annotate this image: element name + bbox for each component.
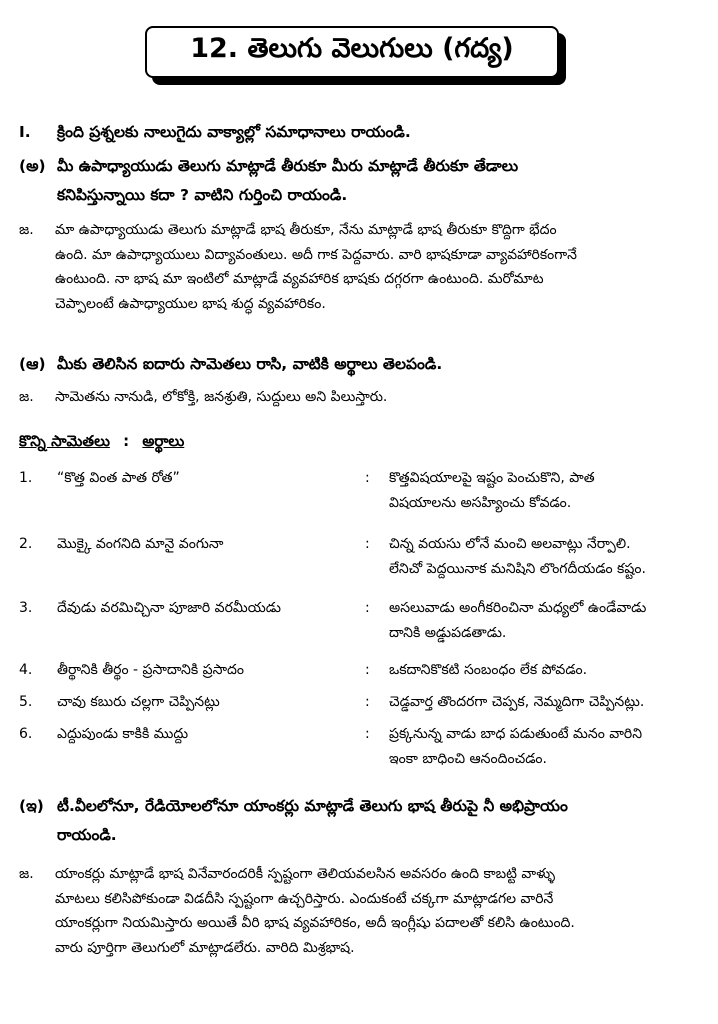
question-label: (ఇ) [19,797,44,815]
answer-label: జ. [19,222,34,238]
answer-text: సామెతను నానుడి, లోకోక్తి, జనశ్రుతి, సుద్దులు అని పిలుస్తారు. [55,389,388,405]
meaning-line: చిన్న వయసు లోనే మంచి అలవాట్లు నేర్పాలి. [389,536,631,552]
meaning-line: విషయాలను అసహ్యించు కోవడం. [389,494,572,511]
proverb-number: 3. [19,600,33,616]
proverb-meaning [389,596,709,645]
question-line: టీ.వీలలోనూ, రేడియోలలోనూ యాంకర్లు మాట్లాడే తెలుగు భాష తీరుపై నీ అభిప్రాయం [57,797,568,815]
proverb-number: 6. [19,726,33,742]
meaning-line: కొత్తవిషయాలపై ఇష్టం పెంచుకొని, పాత [389,470,595,486]
meaning-line: లేనిచో పెద్దయినాక మనిషిని లొంగదీయడం కష్టం. [389,560,646,577]
proverb-row [19,596,699,646]
question-label: (అ) [19,157,46,175]
answer-text [55,862,710,960]
proverbs-heading-left: కొన్ని సామెతలు [19,432,110,450]
colon: : [365,726,370,742]
colon: : [365,600,370,616]
answer-line: యాంకర్లుగా నియమిస్తారు అయితే వీరి భాష వ్యవహారికం, అదీ ఇంగ్లీషు పదాలతో కలిసి ఉంటుంది. [55,915,575,931]
meaning-line: అసలువాడు అంగీకరించినా మధ్యలో ఉండేవాడు [389,600,647,616]
question-i [19,792,699,848]
proverb-text: “కొత్త వింత పాత రోత” [57,470,180,486]
meaning-line: ఒకదానికొకటి సంబంధం లేక పోవడం. [389,662,588,678]
proverb-meaning [389,466,709,515]
proverb-meaning [389,658,709,683]
proverb-text: దేవుడు వరమిచ్చినా పూజారి వరమీయడు [57,600,281,616]
section-label: I. [19,123,31,141]
proverb-row [19,466,699,516]
meaning-line: దానికి అడ్డుపడతాడు. [389,624,507,641]
answer-line: యాంకర్లు మాట్లాడే భాష వినేవారందరికీ స్పష్టంగా తెలియవలసిన అవసరం ఉంది కాబట్టి వాళ్ళు [55,866,556,882]
proverb-row [19,658,699,683]
colon: : [365,694,370,710]
section-text: క్రింది ప్రశ్నలకు నాలుగైదు వాక్యాల్లో సమాధానాలు రాయండి. [57,123,411,141]
question-line: మీ ఉపాధ్యాయుడు తెలుగు మాట్లాడే తీరుకూ మీరు మాట్లాడే తీరుకూ తేడాలు [57,157,519,175]
answer-line: వారు పూర్తిగా తెలుగులో మాట్లాడలేరు. వారిది మిశ్రభాష. [55,939,355,956]
proverb-row [19,722,699,772]
answer-line: ఉంది. మా ఉపాధ్యాయులు విద్యావంతులు. అదీ గాక పెద్దవారు. వారి భాషకూడా వ్యావహారికంగానే [55,246,577,263]
answer-line: మా ఉపాధ్యాయుడు తెలుగు మాట్లాడే భాష తీరుకూ, నేను మాట్లాడే భాష తీరుకూ కొద్దిగా భేదం [55,222,557,238]
proverb-meaning [389,722,709,771]
answer-i [19,862,709,962]
proverbs-heading-sep: : [123,432,130,450]
proverb-number: 5. [19,694,33,710]
page-title: 12. తెలుగు వెలుగులు (గద్య) [145,26,559,78]
answer-text [55,218,710,316]
proverbs-heading [19,432,184,454]
meaning-line: ప్రక్కనున్న వాడు బాధ పడుతుంటే మనం వారిని [389,726,643,742]
proverb-meaning [389,532,709,581]
proverb-number: 4. [19,662,33,678]
question-line: రాయండి. [57,826,117,844]
answer-line: మాటలు కలిసిపోకుండా విడదీసి స్పష్టంగా ఉచ్చరిస్తారు. ఎందుకంటే చక్కగా మాట్లాడగల వారినే [55,890,554,907]
answer-line: చెప్పాలంటే ఉపాధ్యాయుల భాష శుద్ధ వ్యవహారికం. [55,295,326,312]
answer-a [19,218,709,318]
proverb-row [19,690,699,715]
proverb-text: మొక్కై వంగనిది మానై వంగునా [57,536,224,552]
meaning-line: చెడ్డవార్త తొందరగా చెప్పక, నెమ్మదిగా చెప్పినట్లు. [389,694,645,710]
colon: : [365,470,370,486]
proverb-row [19,532,699,582]
question-a [19,152,699,208]
title-box [145,26,565,84]
colon: : [365,662,370,678]
question-line: కనిపిస్తున్నాయి కదా ? వాటిని గుర్తించి రాయండి. [57,186,348,204]
answer-line: ఉంటుంది. నా భాష మా ఇంటిలో మాట్లాడే వ్యవహారిక భాషకు దగ్గరగా ఉంటుంది. మరోమాట [55,271,544,287]
colon: : [365,536,370,552]
question-label: (ఆ) [19,355,46,373]
proverbs-heading-right: అర్థాలు [142,432,185,450]
meaning-line: ఇంకా బాధించి ఆనందించడం. [389,750,547,767]
answer-label: జ. [19,389,34,405]
proverb-number: 1. [19,470,33,486]
proverb-text: ఎద్దుపుండు కాకికి ముద్దు [57,726,189,742]
proverb-text: తీర్థానికి తీర్థం - ప్రసాదానికి ప్రసాదం [57,662,244,678]
proverb-text: చావు కబురు చల్లగా చెప్పినట్లు [57,694,220,710]
proverb-meaning [389,690,709,715]
proverb-number: 2. [19,536,33,552]
question-line: మీకు తెలిసిన ఐదారు సామెతలు రాసి, వాటికి అర్థాలు తెలపండి. [57,355,443,373]
answer-label: జ. [19,866,34,882]
